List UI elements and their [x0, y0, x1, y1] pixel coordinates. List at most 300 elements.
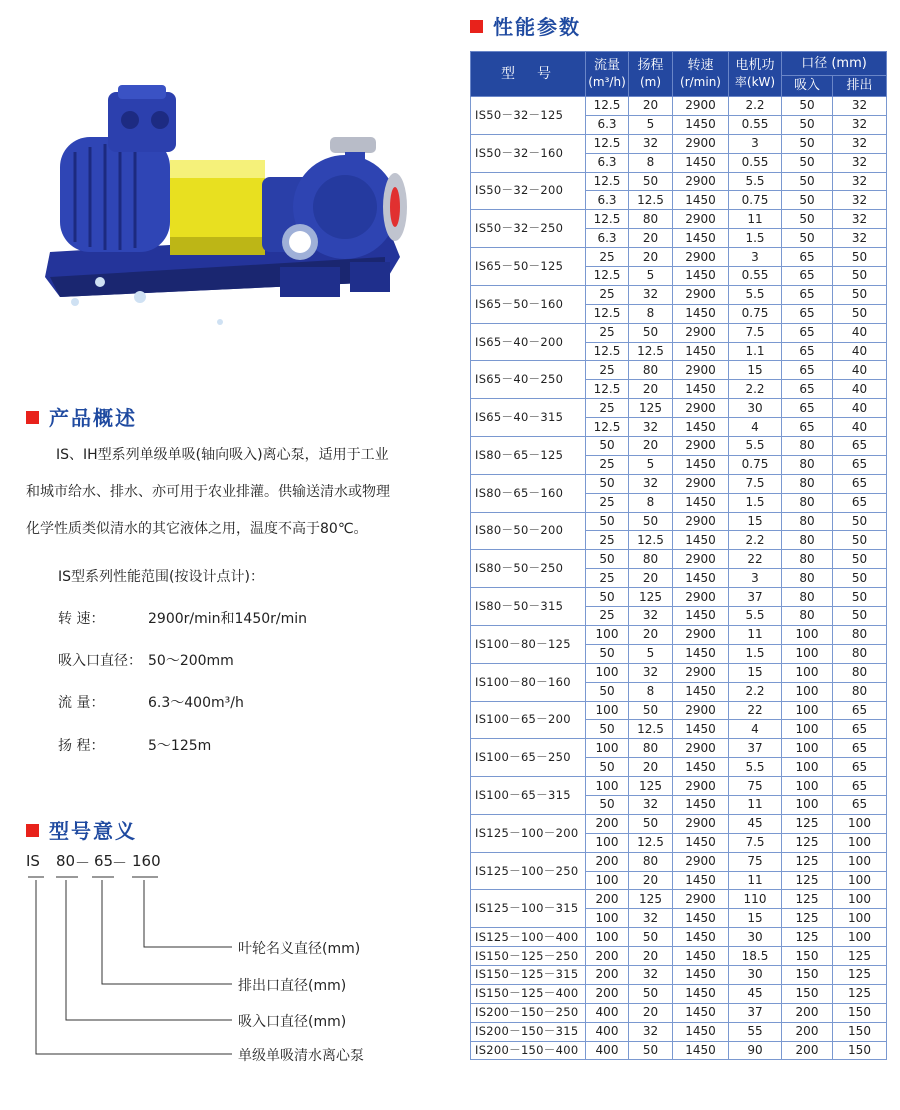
value-cell: 1450 — [673, 455, 729, 474]
value-cell: 2900 — [673, 814, 729, 833]
value-cell: 5.5 — [729, 285, 782, 304]
value-cell: 0.75 — [729, 455, 782, 474]
value-cell: 1450 — [673, 795, 729, 814]
value-cell: 125 — [833, 965, 887, 984]
value-cell: 32 — [629, 418, 673, 437]
value-cell: 0.55 — [729, 115, 782, 134]
value-cell: 125 — [782, 852, 833, 871]
value-cell: 65 — [782, 248, 833, 267]
value-cell: 50 — [833, 267, 887, 286]
table-row — [471, 1041, 887, 1060]
model-cell: IS100－65－315 — [471, 777, 586, 815]
value-cell: 12.5 — [629, 191, 673, 210]
model-cell: IS125－100－200 — [471, 814, 586, 852]
value-cell: 1450 — [673, 531, 729, 550]
value-cell: 50 — [586, 474, 629, 493]
value-cell: 50 — [586, 795, 629, 814]
table-row — [471, 663, 887, 682]
value-cell: 1450 — [673, 115, 729, 134]
value-cell: 25 — [586, 285, 629, 304]
value-cell: 15 — [729, 663, 782, 682]
header-power: 电机功 率(kW) — [729, 52, 782, 97]
legend-discharge: 排出口直径(mm) — [238, 978, 347, 994]
value-cell: 80 — [782, 531, 833, 550]
value-cell: 65 — [833, 720, 887, 739]
value-cell: 25 — [586, 455, 629, 474]
red-square-icon — [470, 20, 483, 33]
value-cell: 50 — [833, 512, 887, 531]
value-cell: 100 — [833, 814, 887, 833]
value-cell: 50 — [782, 191, 833, 210]
value-cell: 65 — [833, 739, 887, 758]
table-row — [471, 437, 887, 456]
model-cell: IS100－65－250 — [471, 739, 586, 777]
value-cell: 80 — [833, 663, 887, 682]
table-row — [471, 1003, 887, 1022]
value-cell: 40 — [833, 342, 887, 361]
value-cell: 50 — [833, 588, 887, 607]
value-cell: 6.3 — [586, 115, 629, 134]
table-row — [471, 512, 887, 531]
value-cell: 2900 — [673, 625, 729, 644]
value-cell: 50 — [586, 720, 629, 739]
value-cell: 3 — [729, 248, 782, 267]
model-cell: IS125－100－315 — [471, 890, 586, 928]
value-cell: 200 — [586, 890, 629, 909]
value-cell: 2900 — [673, 134, 729, 153]
value-cell: 20 — [629, 437, 673, 456]
value-cell: 32 — [629, 607, 673, 626]
value-cell: 100 — [833, 890, 887, 909]
value-cell: 20 — [629, 248, 673, 267]
value-cell: 125 — [782, 833, 833, 852]
value-cell: 32 — [833, 115, 887, 134]
model-cell: IS80－50－315 — [471, 588, 586, 626]
value-cell: 3 — [729, 569, 782, 588]
spec-head: 扬 程： 5～125m — [58, 738, 212, 754]
spec-suction-diameter: 吸入口直径： 50～200mm — [58, 653, 234, 669]
value-cell: 400 — [586, 1003, 629, 1022]
value-cell: 12.5 — [586, 210, 629, 229]
value-cell: 25 — [586, 607, 629, 626]
value-cell: 2.2 — [729, 682, 782, 701]
value-cell: 12.5 — [629, 531, 673, 550]
value-cell: 150 — [782, 984, 833, 1003]
value-cell: 2900 — [673, 97, 729, 116]
value-cell: 6.3 — [586, 191, 629, 210]
value-cell: 22 — [729, 550, 782, 569]
value-cell: 25 — [586, 531, 629, 550]
value-cell: 50 — [629, 1041, 673, 1060]
value-cell: 65 — [782, 342, 833, 361]
value-cell: 100 — [586, 871, 629, 890]
table-row — [471, 965, 887, 984]
value-cell: 2900 — [673, 550, 729, 569]
value-cell: 150 — [782, 965, 833, 984]
value-cell: 80 — [629, 210, 673, 229]
value-cell: 40 — [833, 323, 887, 342]
value-cell: 65 — [782, 267, 833, 286]
model-cell: IS65－40－200 — [471, 323, 586, 361]
value-cell: 100 — [782, 663, 833, 682]
value-cell: 100 — [782, 720, 833, 739]
value-cell: 15 — [729, 361, 782, 380]
value-cell: 32 — [833, 153, 887, 172]
value-cell: 11 — [729, 210, 782, 229]
value-cell: 80 — [782, 550, 833, 569]
spec-speed: 转 速： 2900r/min和1450r/min — [58, 611, 308, 627]
value-cell: 1450 — [673, 229, 729, 248]
performance-title: 性能参数 — [470, 11, 581, 40]
value-cell: 32 — [833, 229, 887, 248]
value-cell: 20 — [629, 1003, 673, 1022]
value-cell: 1450 — [673, 607, 729, 626]
value-cell: 25 — [586, 361, 629, 380]
value-cell: 50 — [782, 172, 833, 191]
value-cell: 4 — [729, 720, 782, 739]
table-row — [471, 550, 887, 569]
value-cell: 80 — [629, 739, 673, 758]
value-cell: 37 — [729, 588, 782, 607]
value-cell: 2900 — [673, 210, 729, 229]
value-cell: 400 — [586, 1041, 629, 1060]
value-cell: 12.5 — [629, 342, 673, 361]
value-cell: 100 — [782, 795, 833, 814]
value-cell: 20 — [629, 380, 673, 399]
value-cell: 100 — [782, 701, 833, 720]
value-cell: 125 — [833, 984, 887, 1003]
value-cell: 7.5 — [729, 474, 782, 493]
value-cell: 37 — [729, 739, 782, 758]
model-cell: IS125－100－400 — [471, 928, 586, 947]
value-cell: 50 — [586, 550, 629, 569]
value-cell: 65 — [782, 323, 833, 342]
value-cell: 1450 — [673, 947, 729, 966]
value-cell: 100 — [833, 909, 887, 928]
value-cell: 8 — [629, 153, 673, 172]
value-cell: 125 — [782, 871, 833, 890]
table-row — [471, 739, 887, 758]
value-cell: 100 — [586, 909, 629, 928]
table-row — [471, 361, 887, 380]
value-cell: 1450 — [673, 909, 729, 928]
value-cell: 65 — [833, 777, 887, 796]
value-cell: 1450 — [673, 984, 729, 1003]
table-row — [471, 172, 887, 191]
value-cell: 100 — [782, 625, 833, 644]
table-row — [471, 474, 887, 493]
value-cell: 100 — [782, 682, 833, 701]
value-cell: 100 — [586, 928, 629, 947]
overview-title: 产品概述 — [26, 402, 137, 431]
value-cell: 75 — [729, 852, 782, 871]
value-cell: 80 — [833, 682, 887, 701]
value-cell: 2900 — [673, 701, 729, 720]
value-cell: 1.5 — [729, 229, 782, 248]
model-cell: IS50－32－125 — [471, 97, 586, 135]
value-cell: 20 — [629, 229, 673, 248]
code-discharge: 65 — [94, 852, 114, 870]
value-cell: 15 — [729, 512, 782, 531]
value-cell: 125 — [833, 947, 887, 966]
value-cell: 2900 — [673, 588, 729, 607]
value-cell: 50 — [782, 153, 833, 172]
value-cell: 80 — [782, 607, 833, 626]
value-cell: 45 — [729, 984, 782, 1003]
model-cell: IS50－32－200 — [471, 172, 586, 210]
value-cell: 11 — [729, 795, 782, 814]
value-cell: 1.1 — [729, 342, 782, 361]
range-intro: IS型系列性能范围(按设计点计)： — [58, 569, 264, 585]
value-cell: 50 — [833, 248, 887, 267]
value-cell: 2900 — [673, 437, 729, 456]
value-cell: 65 — [782, 380, 833, 399]
value-cell: 50 — [833, 569, 887, 588]
value-cell: 8 — [629, 493, 673, 512]
value-cell: 1450 — [673, 267, 729, 286]
meaning-title: 型号意义 — [26, 815, 137, 844]
value-cell: 1450 — [673, 569, 729, 588]
model-cell: IS80－50－200 — [471, 512, 586, 550]
value-cell: 100 — [586, 833, 629, 852]
value-cell: 80 — [782, 455, 833, 474]
value-cell: 2900 — [673, 777, 729, 796]
value-cell: 12.5 — [586, 304, 629, 323]
value-cell: 2900 — [673, 285, 729, 304]
value-cell: 1450 — [673, 153, 729, 172]
value-cell: 100 — [782, 739, 833, 758]
table-row — [471, 984, 887, 1003]
value-cell: 100 — [833, 871, 887, 890]
value-cell: 80 — [782, 474, 833, 493]
value-cell: 100 — [833, 833, 887, 852]
value-cell: 1450 — [673, 965, 729, 984]
value-cell: 2900 — [673, 172, 729, 191]
value-cell: 7.5 — [729, 323, 782, 342]
value-cell: 50 — [629, 984, 673, 1003]
value-cell: 110 — [729, 890, 782, 909]
value-cell: 1450 — [673, 1022, 729, 1041]
value-cell: 1.5 — [729, 493, 782, 512]
value-cell: 12.5 — [586, 418, 629, 437]
value-cell: 12.5 — [586, 97, 629, 116]
value-cell: 50 — [629, 814, 673, 833]
value-cell: 65 — [782, 304, 833, 323]
model-cell: IS65－40－315 — [471, 399, 586, 437]
value-cell: 2900 — [673, 852, 729, 871]
model-cell: IS150－125－250 — [471, 947, 586, 966]
value-cell: 20 — [629, 758, 673, 777]
value-cell: 12.5 — [586, 134, 629, 153]
model-cell: IS200－150－315 — [471, 1022, 586, 1041]
value-cell: 100 — [833, 852, 887, 871]
table-row — [471, 777, 887, 796]
value-cell: 8 — [629, 304, 673, 323]
value-cell: 2.2 — [729, 380, 782, 399]
value-cell: 150 — [833, 1041, 887, 1060]
value-cell: 50 — [782, 210, 833, 229]
value-cell: 125 — [782, 890, 833, 909]
value-cell: 0.55 — [729, 153, 782, 172]
table-row — [471, 625, 887, 644]
value-cell: 1450 — [673, 871, 729, 890]
value-cell: 25 — [586, 323, 629, 342]
value-cell: 75 — [729, 777, 782, 796]
value-cell: 200 — [586, 814, 629, 833]
value-cell: 12.5 — [629, 720, 673, 739]
table-row — [471, 588, 887, 607]
value-cell: 50 — [782, 134, 833, 153]
spec-flow: 流 量： 6.3～400m³/h — [58, 695, 244, 711]
value-cell: 2.2 — [729, 531, 782, 550]
header-model: 型 号 — [471, 52, 586, 97]
value-cell: 37 — [729, 1003, 782, 1022]
value-cell: 125 — [782, 928, 833, 947]
value-cell: 200 — [586, 947, 629, 966]
model-cell: IS100－65－200 — [471, 701, 586, 739]
value-cell: 32 — [629, 663, 673, 682]
value-cell: 200 — [586, 965, 629, 984]
value-cell: 2900 — [673, 399, 729, 418]
value-cell: 50 — [629, 701, 673, 720]
value-cell: 100 — [586, 663, 629, 682]
model-cell: IS150－125－400 — [471, 984, 586, 1003]
value-cell: 100 — [782, 758, 833, 777]
model-cell: IS100－80－160 — [471, 663, 586, 701]
value-cell: 2900 — [673, 739, 729, 758]
value-cell: 50 — [782, 229, 833, 248]
value-cell: 32 — [629, 909, 673, 928]
value-cell: 32 — [629, 965, 673, 984]
value-cell: 32 — [629, 285, 673, 304]
value-cell: 1450 — [673, 342, 729, 361]
value-cell: 200 — [586, 984, 629, 1003]
value-cell: 5 — [629, 644, 673, 663]
value-cell: 65 — [833, 795, 887, 814]
value-cell: 0.55 — [729, 267, 782, 286]
value-cell: 2900 — [673, 323, 729, 342]
value-cell: 100 — [586, 701, 629, 720]
value-cell: 1450 — [673, 644, 729, 663]
table-row — [471, 928, 887, 947]
value-cell: 100 — [782, 777, 833, 796]
value-cell: 50 — [833, 550, 887, 569]
value-cell: 65 — [833, 701, 887, 720]
value-cell: 5.5 — [729, 172, 782, 191]
value-cell: 30 — [729, 928, 782, 947]
value-cell: 1450 — [673, 418, 729, 437]
value-cell: 25 — [586, 248, 629, 267]
value-cell: 100 — [586, 625, 629, 644]
value-cell: 125 — [629, 588, 673, 607]
value-cell: 40 — [833, 399, 887, 418]
value-cell: 2.2 — [729, 97, 782, 116]
value-cell: 0.75 — [729, 304, 782, 323]
value-cell: 50 — [782, 97, 833, 116]
value-cell: 25 — [586, 569, 629, 588]
table-row — [471, 947, 887, 966]
value-cell: 5 — [629, 455, 673, 474]
value-cell: 12.5 — [586, 172, 629, 191]
value-cell: 125 — [782, 814, 833, 833]
value-cell: 80 — [782, 437, 833, 456]
value-cell: 5.5 — [729, 758, 782, 777]
value-cell: 2900 — [673, 512, 729, 531]
value-cell: 1450 — [673, 928, 729, 947]
value-cell: 80 — [782, 588, 833, 607]
header-head: 扬程 (m) — [629, 52, 673, 97]
value-cell: 5 — [629, 115, 673, 134]
value-cell: 50 — [782, 115, 833, 134]
model-cell: IS65－50－125 — [471, 248, 586, 286]
value-cell: 1450 — [673, 682, 729, 701]
value-cell: 32 — [629, 134, 673, 153]
value-cell: 80 — [782, 569, 833, 588]
value-cell: 2900 — [673, 890, 729, 909]
code-dash: － — [75, 854, 91, 872]
value-cell: 1450 — [673, 493, 729, 512]
value-cell: 32 — [833, 97, 887, 116]
value-cell: 50 — [586, 512, 629, 531]
value-cell: 7.5 — [729, 833, 782, 852]
value-cell: 55 — [729, 1022, 782, 1041]
code-suction: 80 — [56, 852, 76, 870]
value-cell: 65 — [833, 455, 887, 474]
legend-pump-type: 单级单吸清水离心泵 — [238, 1048, 364, 1064]
value-cell: 80 — [629, 361, 673, 380]
value-cell: 1450 — [673, 833, 729, 852]
value-cell: 125 — [629, 890, 673, 909]
value-cell: 50 — [586, 588, 629, 607]
value-cell: 80 — [782, 512, 833, 531]
value-cell: 50 — [586, 758, 629, 777]
header-speed: 转速 (r/min) — [673, 52, 729, 97]
value-cell: 150 — [782, 947, 833, 966]
value-cell: 50 — [833, 531, 887, 550]
value-cell: 30 — [729, 399, 782, 418]
code-impeller: 160 — [132, 852, 161, 870]
value-cell: 125 — [782, 909, 833, 928]
value-cell: 18.5 — [729, 947, 782, 966]
value-cell: 40 — [833, 361, 887, 380]
value-cell: 45 — [729, 814, 782, 833]
value-cell: 50 — [833, 285, 887, 304]
value-cell: 30 — [729, 965, 782, 984]
value-cell: 2900 — [673, 474, 729, 493]
model-cell: IS80－50－250 — [471, 550, 586, 588]
value-cell: 20 — [629, 947, 673, 966]
value-cell: 65 — [833, 437, 887, 456]
model-cell: IS50－32－160 — [471, 134, 586, 172]
model-cell: IS50－32－250 — [471, 210, 586, 248]
header-flow: 流量 (m³/h) — [586, 52, 629, 97]
value-cell: 3 — [729, 134, 782, 153]
model-code-lines — [0, 0, 240, 1110]
value-cell: 1.5 — [729, 644, 782, 663]
value-cell: 20 — [629, 871, 673, 890]
value-cell: 32 — [833, 210, 887, 229]
value-cell: 1450 — [673, 720, 729, 739]
table-row — [471, 399, 887, 418]
overview-text: IS、IH型系列单级单吸(轴向吸入)离心泵，适用于工业 和城市给水、排水、亦可用于农业排灌。供输送清水或物理 化学性质类似清水的其它液体之用，温度不高于80℃。 — [26, 447, 390, 537]
model-cell: IS125－100－250 — [471, 852, 586, 890]
model-cell: IS200－150－400 — [471, 1041, 586, 1060]
value-cell: 2900 — [673, 663, 729, 682]
model-cell: IS65－50－160 — [471, 285, 586, 323]
value-cell: 125 — [629, 399, 673, 418]
value-cell: 150 — [833, 1022, 887, 1041]
value-cell: 0.75 — [729, 191, 782, 210]
